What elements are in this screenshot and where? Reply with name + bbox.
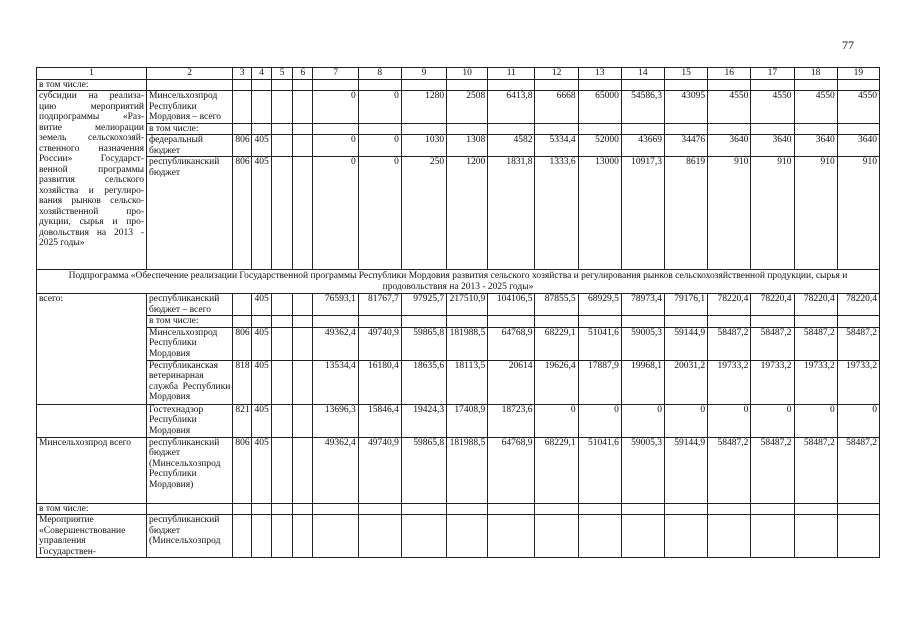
value-cell: 54586,3 [621, 91, 664, 124]
value-cell: 0 [313, 157, 358, 270]
value-cell: 4550 [794, 91, 837, 124]
table-cell [837, 515, 879, 558]
code-cell: 806 [233, 157, 252, 270]
value-cell: 64768,9 [488, 327, 535, 360]
header-cell: 9 [401, 68, 446, 80]
funding-source: федеральный бюджет [147, 135, 233, 157]
table-cell [251, 79, 272, 91]
subsidy-name [37, 91, 147, 270]
value-cell: 19733,2 [708, 360, 751, 404]
header-cell: 4 [251, 68, 272, 80]
value-cell [665, 123, 708, 135]
code-cell [272, 327, 293, 360]
table-cell [313, 515, 358, 558]
header-cell: 7 [313, 68, 358, 80]
code-cell [272, 360, 293, 404]
value-cell: 13696,3 [313, 404, 358, 437]
table-row [37, 79, 880, 91]
value-cell: 0 [751, 404, 794, 437]
code-cell [272, 157, 293, 270]
value-cell: 0 [708, 404, 751, 437]
value-cell: 0 [794, 404, 837, 437]
code-cell [272, 316, 293, 328]
value-cell: 5334,4 [535, 135, 578, 157]
table-cell [292, 79, 313, 91]
value-cell [488, 316, 535, 328]
value-cell: 20614 [488, 360, 535, 404]
value-cell: 2508 [447, 91, 488, 124]
row-label: в том числе: [37, 79, 147, 91]
code-cell [292, 123, 313, 135]
value-cell: 4550 [708, 91, 751, 124]
code-cell [292, 91, 313, 124]
code-cell [272, 135, 293, 157]
value-cell: 18635,6 [401, 360, 446, 404]
value-cell: 59005,3 [621, 437, 664, 503]
value-cell: 49740,9 [358, 327, 401, 360]
code-cell: 818 [233, 360, 252, 404]
value-cell: 217510,9 [447, 294, 488, 316]
value-cell: 910 [751, 157, 794, 270]
value-cell [665, 316, 708, 328]
row-label: Минсельхозпрод всего [37, 437, 147, 503]
value-cell [358, 123, 401, 135]
header-cell: 18 [794, 68, 837, 80]
funding-source: Минсельхозпрод Республики Мордовия [147, 327, 233, 360]
table-cell [751, 79, 794, 91]
funding-source: республиканский бюджет (Минсельхозпрод [147, 515, 233, 558]
value-cell: 16180,4 [358, 360, 401, 404]
table-row [37, 91, 880, 124]
value-cell: 59865,8 [401, 437, 446, 503]
value-cell: 49740,9 [358, 437, 401, 503]
header-cell: 8 [358, 68, 401, 80]
row-label: в том числе: [37, 503, 147, 515]
table-row [37, 503, 880, 515]
table-cell [837, 79, 879, 91]
table-cell [535, 503, 578, 515]
value-cell: 51041,6 [578, 437, 621, 503]
value-cell: 910 [837, 157, 879, 270]
code-cell [233, 294, 252, 316]
table-row [37, 123, 880, 135]
table-cell [401, 79, 446, 91]
value-cell: 13000 [578, 157, 621, 270]
table-cell [621, 79, 664, 91]
value-cell: 18723,6 [488, 404, 535, 437]
value-cell: 15846,4 [358, 404, 401, 437]
value-cell: 8619 [665, 157, 708, 270]
table-cell [272, 515, 293, 558]
subsidy-name-line: вания рынков сельско- [39, 196, 144, 206]
table-row [37, 515, 880, 558]
value-cell: 3640 [708, 135, 751, 157]
table-row [37, 327, 880, 360]
table-cell [358, 503, 401, 515]
value-cell: 58487,2 [837, 437, 879, 503]
code-cell [272, 91, 293, 124]
table-cell [37, 404, 147, 437]
value-cell [578, 316, 621, 328]
table-cell [578, 515, 621, 558]
value-cell [535, 316, 578, 328]
value-cell: 0 [358, 135, 401, 157]
header-cell: 15 [665, 68, 708, 80]
value-cell: 0 [578, 404, 621, 437]
funding-source: республиканский бюджет (Минсельхозпрод Республики Мордовия) [147, 437, 233, 503]
value-cell: 0 [313, 91, 358, 124]
value-cell: 58487,2 [708, 437, 751, 503]
value-cell [401, 123, 446, 135]
value-cell: 43095 [665, 91, 708, 124]
table-cell [488, 79, 535, 91]
code-cell: 405 [251, 404, 272, 437]
table-cell [488, 503, 535, 515]
value-cell: 49362,4 [313, 437, 358, 503]
table-cell [665, 79, 708, 91]
event-name: Мероприятие «Совершенствование управления Государствен- [37, 515, 147, 558]
value-cell [358, 316, 401, 328]
value-cell: 59144,9 [665, 327, 708, 360]
page-number: 77 [842, 38, 854, 52]
value-cell: 59005,3 [621, 327, 664, 360]
value-cell: 0 [313, 135, 358, 157]
subsidy-name-line: дукции, сырья и про- [39, 217, 144, 227]
value-cell: 0 [535, 404, 578, 437]
value-cell [313, 123, 358, 135]
value-cell: 6413,8 [488, 91, 535, 124]
value-cell: 43669 [621, 135, 664, 157]
subsidy-name-line: хозяйства и регулиро- [39, 185, 144, 196]
code-cell [292, 294, 313, 316]
funding-source: республиканский бюджет [147, 157, 233, 270]
value-cell [751, 123, 794, 135]
table-cell [251, 515, 272, 558]
value-cell: 250 [401, 157, 446, 270]
value-cell: 58487,2 [794, 437, 837, 503]
value-cell: 910 [794, 157, 837, 270]
code-cell [233, 91, 252, 124]
value-cell: 19424,3 [401, 404, 446, 437]
table-cell [292, 503, 313, 515]
value-cell: 0 [358, 157, 401, 270]
table-row [37, 294, 880, 316]
funding-source: республиканский бюджет – всего [147, 294, 233, 316]
header-cell: 2 [147, 68, 233, 80]
subsidy-name-line: субсидии на реализа- [39, 91, 144, 101]
value-cell: 51041,6 [578, 327, 621, 360]
code-cell [292, 157, 313, 270]
table-cell [665, 515, 708, 558]
table-row [37, 135, 880, 157]
table-cell [272, 79, 293, 91]
table-cell [794, 503, 837, 515]
subsidy-name-line: ственного назначения [39, 143, 144, 154]
header-cell: 5 [272, 68, 293, 80]
value-cell: 20031,2 [665, 360, 708, 404]
code-cell: 806 [233, 327, 252, 360]
header-cell: 11 [488, 68, 535, 80]
table-cell [401, 515, 446, 558]
table-cell [251, 503, 272, 515]
table-cell [447, 79, 488, 91]
value-cell [578, 123, 621, 135]
value-cell: 104106,5 [488, 294, 535, 316]
header-cell: 10 [447, 68, 488, 80]
value-cell: 68229,1 [535, 327, 578, 360]
value-cell: 18113,5 [447, 360, 488, 404]
table-row [37, 316, 880, 328]
value-cell [401, 316, 446, 328]
table-row [37, 360, 880, 404]
value-cell: 19733,2 [751, 360, 794, 404]
value-cell: 0 [358, 91, 401, 124]
value-cell [751, 316, 794, 328]
value-cell [488, 123, 535, 135]
value-cell: 78973,4 [621, 294, 664, 316]
table-cell [233, 503, 252, 515]
code-cell: 405 [251, 157, 272, 270]
value-cell [535, 123, 578, 135]
code-cell [272, 294, 293, 316]
code-cell: 405 [251, 437, 272, 503]
value-cell: 6668 [535, 91, 578, 124]
subsidy-name-line: витие мелиорации [39, 122, 144, 133]
header-cell: 6 [292, 68, 313, 80]
value-cell: 58487,2 [751, 327, 794, 360]
funding-source: Республиканская ветеринарная служба Республики Мордовия [147, 360, 233, 404]
value-cell: 4582 [488, 135, 535, 157]
table-cell [292, 515, 313, 558]
value-cell: 49362,4 [313, 327, 358, 360]
table-row [37, 157, 880, 270]
table-cell [313, 503, 358, 515]
value-cell: 58487,2 [708, 327, 751, 360]
code-cell: 405 [251, 135, 272, 157]
value-cell: 59865,8 [401, 327, 446, 360]
subsidy-name-line: довольствия на 2013 - [39, 227, 144, 238]
value-cell: 13534,4 [313, 360, 358, 404]
table-cell [447, 503, 488, 515]
table-cell [535, 515, 578, 558]
value-cell: 87855,5 [535, 294, 578, 316]
subsidy-name-line: 2025 годы» [39, 238, 85, 248]
value-cell: 1030 [401, 135, 446, 157]
table-cell [147, 503, 233, 515]
subsidy-name-line: развития сельского [39, 175, 144, 185]
value-cell: 4550 [837, 91, 879, 124]
funding-source: Минсельхозпрод Республики Мордовия – всего [147, 91, 233, 124]
code-cell: 405 [251, 360, 272, 404]
code-cell [251, 316, 272, 328]
code-cell: 821 [233, 404, 252, 437]
value-cell [313, 316, 358, 328]
table-cell [233, 79, 252, 91]
table-cell [751, 515, 794, 558]
value-cell: 59144,9 [665, 437, 708, 503]
table-cell [708, 503, 751, 515]
value-cell: 1280 [401, 91, 446, 124]
value-cell [794, 316, 837, 328]
value-cell: 3640 [751, 135, 794, 157]
subprogram-title: Подпрограмма «Обеспечение реализации Государственной программы Республики Мордовия развития сельского хозяйства и регулирования рынков сельскохозяйственной продукции, сырья и продовольствия на 2013 - 2025 годы» [37, 270, 880, 294]
table-cell [447, 515, 488, 558]
table-cell [794, 515, 837, 558]
value-cell: 19626,4 [535, 360, 578, 404]
table-cell [272, 437, 293, 503]
value-cell: 78220,4 [837, 294, 879, 316]
header-cell: 19 [837, 68, 879, 80]
table-cell [147, 79, 233, 91]
header-cell: 16 [708, 68, 751, 80]
value-cell [621, 123, 664, 135]
table-cell [233, 515, 252, 558]
table-cell [358, 515, 401, 558]
value-cell: 68929,5 [578, 294, 621, 316]
table-cell [535, 79, 578, 91]
header-cell: 12 [535, 68, 578, 80]
table-cell [358, 79, 401, 91]
value-cell: 78220,4 [751, 294, 794, 316]
header-cell: 13 [578, 68, 621, 80]
subsidy-name-line: венной программы [39, 164, 144, 175]
value-cell: 4550 [751, 91, 794, 124]
table-cell [272, 404, 293, 437]
table-cell [665, 503, 708, 515]
table-cell [794, 79, 837, 91]
code-cell [233, 316, 252, 328]
value-cell: 97925,7 [401, 294, 446, 316]
value-cell: 19733,2 [794, 360, 837, 404]
value-cell: 1831,8 [488, 157, 535, 270]
value-cell: 64768,9 [488, 437, 535, 503]
subsidy-name-line: подпрограммы «Раз- [39, 112, 144, 122]
code-cell [292, 316, 313, 328]
value-cell: 19968,1 [621, 360, 664, 404]
table-cell [488, 515, 535, 558]
table-cell [837, 503, 879, 515]
budget-table [36, 67, 880, 558]
header-cell: 17 [751, 68, 794, 80]
code-cell [292, 135, 313, 157]
value-cell: 76593,1 [313, 294, 358, 316]
code-cell: 405 [251, 294, 272, 316]
value-cell: 78220,4 [708, 294, 751, 316]
table-row [37, 404, 880, 437]
value-cell: 19733,2 [837, 360, 879, 404]
value-cell: 0 [621, 404, 664, 437]
header-row [37, 68, 880, 80]
value-cell: 65000 [578, 91, 621, 124]
subsidy-name-line: хозяйственной про- [39, 206, 144, 217]
value-cell: 0 [837, 404, 879, 437]
value-cell: 78220,4 [794, 294, 837, 316]
subprogram-row [37, 270, 880, 294]
table-cell [272, 503, 293, 515]
code-cell: 806 [233, 437, 252, 503]
value-cell: 81767,7 [358, 294, 401, 316]
header-cell: 1 [37, 68, 147, 80]
table-cell [708, 515, 751, 558]
code-cell [251, 91, 272, 124]
value-cell [447, 123, 488, 135]
value-cell: 52000 [578, 135, 621, 157]
value-cell: 17408,9 [447, 404, 488, 437]
value-cell: 1200 [447, 157, 488, 270]
value-cell [708, 316, 751, 328]
subsidy-name-line: России» Государст- [39, 154, 144, 164]
code-cell [292, 327, 313, 360]
header-cell: 3 [233, 68, 252, 80]
table-cell [401, 503, 446, 515]
code-cell: 405 [251, 327, 272, 360]
value-cell: 3640 [837, 135, 879, 157]
total-label: всего: [37, 294, 147, 405]
value-cell: 3640 [794, 135, 837, 157]
code-cell [272, 123, 293, 135]
code-cell [251, 123, 272, 135]
code-cell [292, 360, 313, 404]
table-cell [708, 79, 751, 91]
value-cell: 1308 [447, 135, 488, 157]
value-cell: 58487,2 [837, 327, 879, 360]
subsidy-name-line: земель сельскохозяй- [39, 133, 144, 143]
code-cell [233, 123, 252, 135]
value-cell: 181988,5 [447, 327, 488, 360]
value-cell [837, 316, 879, 328]
value-cell [837, 123, 879, 135]
value-cell: 34476 [665, 135, 708, 157]
table-cell [313, 79, 358, 91]
value-cell: 58487,2 [751, 437, 794, 503]
table-cell [578, 503, 621, 515]
table-cell [621, 515, 664, 558]
funding-source: в том числе: [147, 123, 233, 135]
subsidy-name-line: цию мероприятий [39, 101, 144, 112]
value-cell: 910 [708, 157, 751, 270]
table-cell [621, 503, 664, 515]
value-cell: 181988,5 [447, 437, 488, 503]
code-cell: 806 [233, 135, 252, 157]
table-row [37, 437, 880, 503]
value-cell: 79176,1 [665, 294, 708, 316]
value-cell [708, 123, 751, 135]
value-cell: 68229,1 [535, 437, 578, 503]
funding-source: Гостехнадзор Республики Мордовия [147, 404, 233, 437]
table-cell [578, 79, 621, 91]
table-cell [292, 437, 313, 503]
value-cell: 0 [665, 404, 708, 437]
value-cell: 1333,6 [535, 157, 578, 270]
funding-source: в том числе: [147, 316, 233, 328]
value-cell: 58487,2 [794, 327, 837, 360]
value-cell [447, 316, 488, 328]
value-cell [621, 316, 664, 328]
value-cell: 10917,3 [621, 157, 664, 270]
value-cell [794, 123, 837, 135]
header-cell: 14 [621, 68, 664, 80]
value-cell: 17887,9 [578, 360, 621, 404]
table-cell [751, 503, 794, 515]
table-cell [292, 404, 313, 437]
